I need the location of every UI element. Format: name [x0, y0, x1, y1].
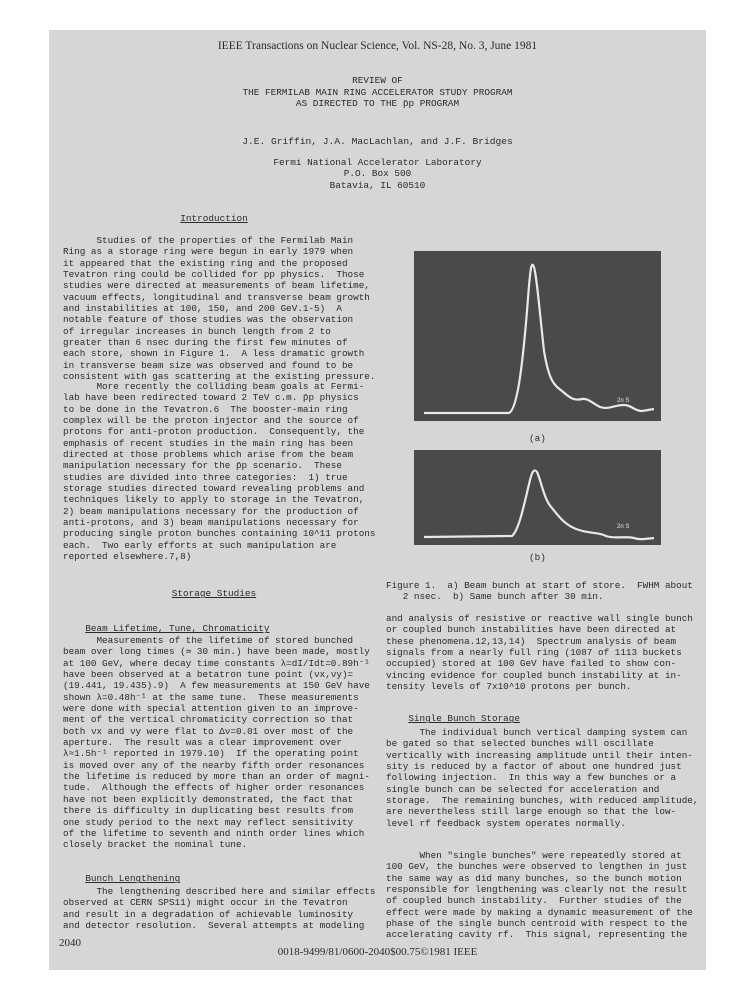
text-line: complex will be the proton injector and the source of: [63, 415, 359, 427]
continuation-paragraph: [386, 613, 693, 692]
figure-1a-label: (a): [529, 433, 546, 444]
figure-1b-label: (b): [529, 552, 546, 563]
text-line: and analysis of resistive or reactive wall single bunch: [386, 613, 693, 624]
text-line: protons for anti-proton production. Consequently, the: [63, 426, 365, 438]
text-line: and instabilities at 100, 150, and 200 GeV.1-5) A: [63, 303, 342, 315]
page-number: 2040: [59, 937, 81, 949]
text-line: 2 nsec. b) Same bunch after 30 min.: [386, 591, 604, 603]
text-line: of coupled bunch instability. Further studies of the: [386, 895, 682, 907]
text-line: vincing evidence for coupled bunch instability at in-: [386, 669, 682, 681]
text-line: ment of the vertical chromaticity correction so that: [63, 714, 354, 726]
text-line: vacuum effects, longitudinal and transverse beam growth: [63, 291, 370, 303]
storage-studies-heading: [49, 588, 379, 599]
title-line-2: THE FERMILAB MAIN RING ACCELERATOR STUDY PROGRAM: [242, 86, 513, 98]
text-line: were done with special attention given to an improve-: [63, 703, 359, 715]
text-line: each store, shown in Figure 1. A less dramatic growth: [63, 348, 365, 360]
title-line-1: REVIEW OF: [352, 75, 403, 86]
text-line: The individual bunch vertical damping system can: [386, 727, 688, 738]
text-line: tude. Although the effects of higher order resonances: [63, 782, 365, 794]
affiliation-line-2: P.O. Box 500: [343, 168, 412, 180]
text-line: beam over long times (≃ 30 min.) have been made, mostly: [63, 646, 370, 658]
text-line: effect were made by making a dynamic measurement of the: [386, 906, 693, 918]
text-line: have been observed at a betatron tune point (νx,νy)=: [63, 669, 354, 681]
text-line: of the lifetime to seventh and ninth order lines which: [63, 827, 365, 839]
bunch-lengthening-heading-text: Bunch Lengthening: [85, 873, 181, 885]
text-line: studies are divided into three categories: 1) true: [63, 471, 348, 483]
intro-paragraph-2: [63, 381, 375, 563]
single-bunch-storage-heading-text: Single Bunch Storage: [408, 713, 520, 725]
paper-page: [49, 30, 706, 970]
text-line: sity is reduced by a factor of about one hundred just: [386, 761, 682, 773]
storage-studies-heading-text: Storage Studies: [171, 588, 257, 599]
text-line: anti-protons, and 3) beam manipulations necessary for: [63, 517, 359, 529]
text-line: the same way as did many bunches, so the bunch motion: [386, 872, 682, 884]
intro-paragraph-1: [63, 235, 375, 382]
affiliation: [49, 157, 706, 191]
text-line: of irregular increases in bunch length from 2 to: [63, 325, 331, 337]
text-line: and detector resolution. Several attempts at modeling: [63, 920, 365, 932]
text-line: Studies of the properties of the Fermilab Main: [63, 235, 354, 246]
text-line: 2) beam manipulations necessary for the production of: [63, 505, 359, 517]
text-line: these phenomena.12,13,14) Spectrum analysis of beam: [386, 635, 677, 647]
bunch-lengthening-paragraph: [63, 886, 375, 931]
bunch-profile-trace-b: [414, 450, 661, 545]
figure-1-caption: [386, 580, 693, 603]
text-line: each. Two early efforts at such manipulation are: [63, 539, 337, 551]
text-line: Measurements of the lifetime of stored bunched: [63, 635, 354, 646]
journal-header: IEEE Transactions on Nuclear Science, Vol. NS-28, No. 3, June 1981: [217, 40, 538, 52]
text-line: notable feature of those studies was the observation: [63, 314, 354, 326]
text-line: phase of the single bunch centroid with respect to the: [386, 918, 688, 930]
text-line: at 100 GeV, where decay time constants λ=dI/Idt=0.89h⁻¹: [63, 657, 370, 669]
text-line: Ring as a storage ring were begun in early 1979 when: [63, 246, 354, 258]
text-line: λ≈1.5h⁻¹ reported in 1979.10) If the operating point: [63, 748, 359, 760]
copyright-line: 0018-9499/81/0600-2040$00.75©1981 IEEE: [277, 946, 478, 958]
figure-1a-oscilloscope: [414, 251, 661, 421]
text-line: are nevertheless still large enough so that the low-: [386, 806, 677, 818]
title-line-3: AS DIRECTED TO THE p̄p PROGRAM: [295, 98, 460, 109]
text-line: closely bracket the nominal tune.: [63, 839, 248, 851]
text-line: be gated so that selected bunches will oscillate: [386, 738, 654, 750]
bunch-profile-trace-a: [414, 251, 661, 421]
text-line: both νx and νy were flat to Δν=0.01 over most of the: [63, 725, 354, 737]
text-line: producing single proton bunches containing 10^11 protons: [63, 528, 376, 540]
text-line: emphasis of recent studies in the main ring has been: [63, 437, 354, 449]
scale-label-a: 2n S: [617, 398, 630, 404]
text-line: The lengthening described here and similar effects: [63, 886, 376, 897]
figure-1b-oscilloscope: [414, 450, 661, 545]
text-line: lab have been redirected toward 2 TeV c.m. p̄p physics: [63, 392, 359, 404]
text-line: responsible for lengthening was clearly not the result: [386, 884, 688, 896]
text-line: storage. The remaining bunches, with reduced amplitude,: [386, 795, 699, 807]
text-line: observed at CERN SPS11) might occur in the Tevatron: [63, 897, 348, 909]
text-line: Figure 1. a) Beam bunch at start of store. FWHM about: [386, 580, 693, 591]
text-line: level rf feedback system operates normally.: [386, 817, 626, 829]
text-line: storage studies directed toward revealing problems and: [63, 483, 365, 495]
text-line: 100 GeV, the bunches were observed to lengthen in just: [386, 861, 688, 873]
lifetime-paragraph: [63, 635, 370, 851]
text-line: shown λ=0.48h⁻¹ at the same tune. These measurements: [63, 691, 359, 703]
text-line: consistent with gas scattering at the existing pressure.: [63, 371, 376, 383]
text-line: to be done in the Tevatron.6 The booster-main ring: [63, 403, 348, 415]
text-line: and result in a degradation of achievable luminosity: [63, 908, 354, 920]
text-line: Tevatron ring could be collided for pp physics. Those: [63, 269, 365, 281]
text-line: is moved over any of the nearby fifth order resonances: [63, 759, 365, 771]
text-line: techniques likely to apply to storage in the Tevatron,: [63, 494, 365, 506]
text-line: aperture. The result was a clear improvement over: [63, 737, 342, 749]
introduction-heading-text: Introduction: [180, 213, 248, 224]
text-line: single bunch can be selected for acceleration and: [386, 783, 660, 795]
single-bunch-paragraph-1: [386, 727, 698, 829]
introduction-heading: [49, 213, 379, 224]
text-line: signals from a nearly full ring (1087 of 1113 buckets: [386, 647, 682, 659]
text-line: there is difficulty in duplicating best results from: [63, 805, 354, 817]
text-line: vertically with increasing amplitude until their inten-: [386, 749, 693, 761]
text-line: More recently the colliding beam goals at Fermi-: [63, 381, 365, 392]
scale-label-b: 2n S: [617, 524, 630, 530]
text-line: (19.441, 19.435).9) A few measurements at 150 GeV have: [63, 680, 370, 692]
text-line: directed at those problems which arise from the beam: [63, 449, 354, 461]
lifetime-heading-text: Beam Lifetime, Tune, Chromaticity: [85, 623, 270, 635]
text-line: accelerating cavity rf. This signal, representing the: [386, 929, 688, 941]
paper-title: [49, 75, 706, 110]
single-bunch-paragraph-2: [386, 850, 693, 941]
authors: J.E. Griffin, J.A. MacLachlan, and J.F. Bridges: [242, 136, 513, 147]
text-line: studies were directed at measurements of beam lifetime,: [63, 280, 370, 292]
text-line: following injection. In this way a few bunches or a: [386, 772, 677, 784]
text-line: reported elsewhere.7,8): [63, 551, 192, 563]
text-line: have not been explicitly demonstrated, the fact that: [63, 793, 354, 805]
text-line: or coupled bunch instabilities have been directed at: [386, 624, 677, 636]
text-line: it appeared that the existing ring and the proposed: [63, 257, 348, 269]
text-line: tensity levels of 7x10^10 protons per bunch.: [386, 681, 632, 693]
affiliation-line-1: Fermi National Accelerator Laboratory: [273, 157, 482, 168]
text-line: one study period to the next may reflect sensitivity: [63, 816, 354, 828]
text-line: occupied) stored at 100 GeV have failed to show con-: [386, 658, 677, 670]
text-line: in transverse beam size was observed and found to be: [63, 359, 354, 371]
text-line: When "single bunches" were repeatedly stored at: [386, 850, 682, 861]
text-line: greater than 6 nsec during the first few minutes of: [63, 337, 348, 349]
text-line: manipulation necessary for the p̄p scenario. These: [63, 460, 342, 472]
text-line: the lifetime is reduced by more than an order of magni-: [63, 771, 370, 783]
affiliation-line-3: Batavia, IL 60510: [329, 179, 426, 191]
